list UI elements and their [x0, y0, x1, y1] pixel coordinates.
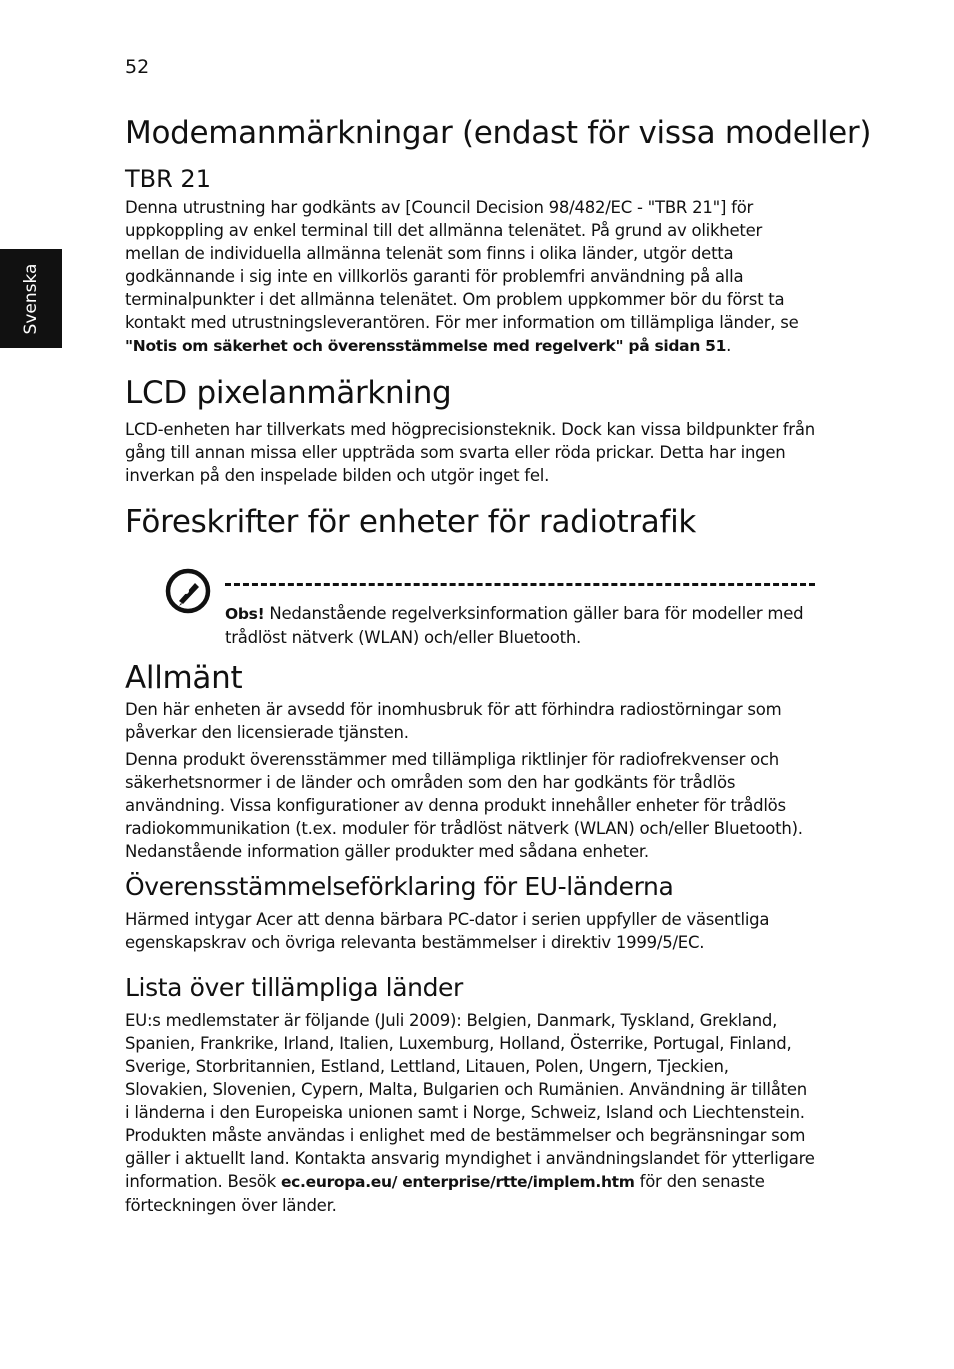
language-tab-label: Svenska: [21, 263, 41, 334]
tbr21-subheading: TBR 21: [125, 165, 211, 193]
page-number: 52: [125, 56, 150, 78]
general-paragraph-1: Den här enheten är avsedd för inomhusbruk för att förhindra radiostörningar som påverkar den licensierade tjänsten.: [125, 700, 782, 742]
lcd-paragraph: LCD-enheten har tillverkats med högprecisionsteknik. Dock kan vissa bildpunkter från gång till annan missa eller uppträda som svarta eller röda prickar. Detta har ingen inverkan på den inspelade bilden och utgör inget fel.: [125, 420, 815, 485]
countries-paragraph-text: EU:s medlemstater är följande (Juli 2009): Belgien, Danmark, Tyskland, Grekland, Spanien, Frankrike, Irland, Italien, Luxemburg, Holland, Österrike, Portugal, Finland, Sverige, Storbritannien, Estland, Lettland, Litauen, Polen, Ungern, Tjeckien, Slovakien, Slovenien, Cypern, Malta, Bulgarien och Rumänien. Användning är tillåten i länderna i den Europeiska unionen samt i Norge, Schweiz, Island och Liechtenstein. Produkten måste användas i enlighet med de bestämmelser och begränsningar som gäller i aktuellt land. Kontakta ansvarig myndighet i användningslandet för ytterligare information. Besök: [125, 1011, 815, 1191]
radio-heading: Föreskrifter för enheter för radiotrafik: [125, 504, 697, 540]
eu-countries-link[interactable]: ec.europa.eu/ enterprise/rtte/implem.htm: [280, 1173, 635, 1191]
page-content: [125, 115, 872, 1217]
general-heading: Allmänt: [125, 660, 243, 696]
general-paragraph-2: Denna produkt överensstämmer med tillämpliga riktlinjer för radiofrekvenser och säkerhetsnormer i de länder och områden som den har godkänts för trådlös användning. Vissa konfigurationer av denna produkt innehåller enheter för trådlös radiokommunikation (t.ex. moduler för trådlöst nätverk (WLAN) och/eller Bluetooth). Nedanstående information gäller produkter med sådana enheter.: [125, 750, 803, 861]
note-box: [125, 564, 815, 649]
countries-heading: Lista över tillämpliga länder: [125, 973, 463, 1002]
modem-paragraph-end: .: [726, 336, 732, 355]
countries-paragraph-end: för den senaste förteckningen över länder.: [125, 1172, 765, 1215]
note-body: Nedanstående regelverksinformation gäller bara för modeller med trådlöst nätverk (WLAN) och/eller Bluetooth.: [225, 604, 804, 647]
eu-declaration-paragraph: Härmed intygar Acer att denna bärbara PC-dator i serien uppfyller de väsentliga egenskapskrav och övriga relevanta bestämmelser i direktiv 1999/5/EC.: [125, 910, 770, 952]
note-divider: [225, 583, 815, 586]
note-text: [225, 602, 825, 649]
modem-heading: Modemanmärkningar (endast för vissa modeller): [125, 115, 872, 151]
pen-note-icon: [165, 568, 211, 614]
regulatory-notice-link[interactable]: "Notis om säkerhet och överensstämmelse med regelverk" på sidan 51: [125, 337, 727, 355]
countries-paragraph: [125, 1009, 815, 1217]
modem-paragraph: [125, 196, 815, 358]
language-tab: [0, 249, 62, 348]
note-label: Obs!: [225, 605, 265, 623]
lcd-heading: LCD pixelanmärkning: [125, 375, 452, 411]
modem-paragraph-text: Denna utrustning har godkänts av [Council Decision 98/482/EC - "TBR 21"] för uppkoppling av enkel terminal till det allmänna telenätet. På grund av olikheter mellan de individuella allmänna telenät som finns i olika länder, utgör detta godkännande i sig inte en villkorlös garanti för problemfri användning på alla terminalpunkter i det allmänna telenätet. Om problem uppkommer bör du först ta kontakt med utrustningsleverantören. För mer information om tillämpliga länder, se: [125, 198, 799, 332]
eu-declaration-heading: Överensstämmelseförklaring för EU-länderna: [125, 872, 674, 901]
